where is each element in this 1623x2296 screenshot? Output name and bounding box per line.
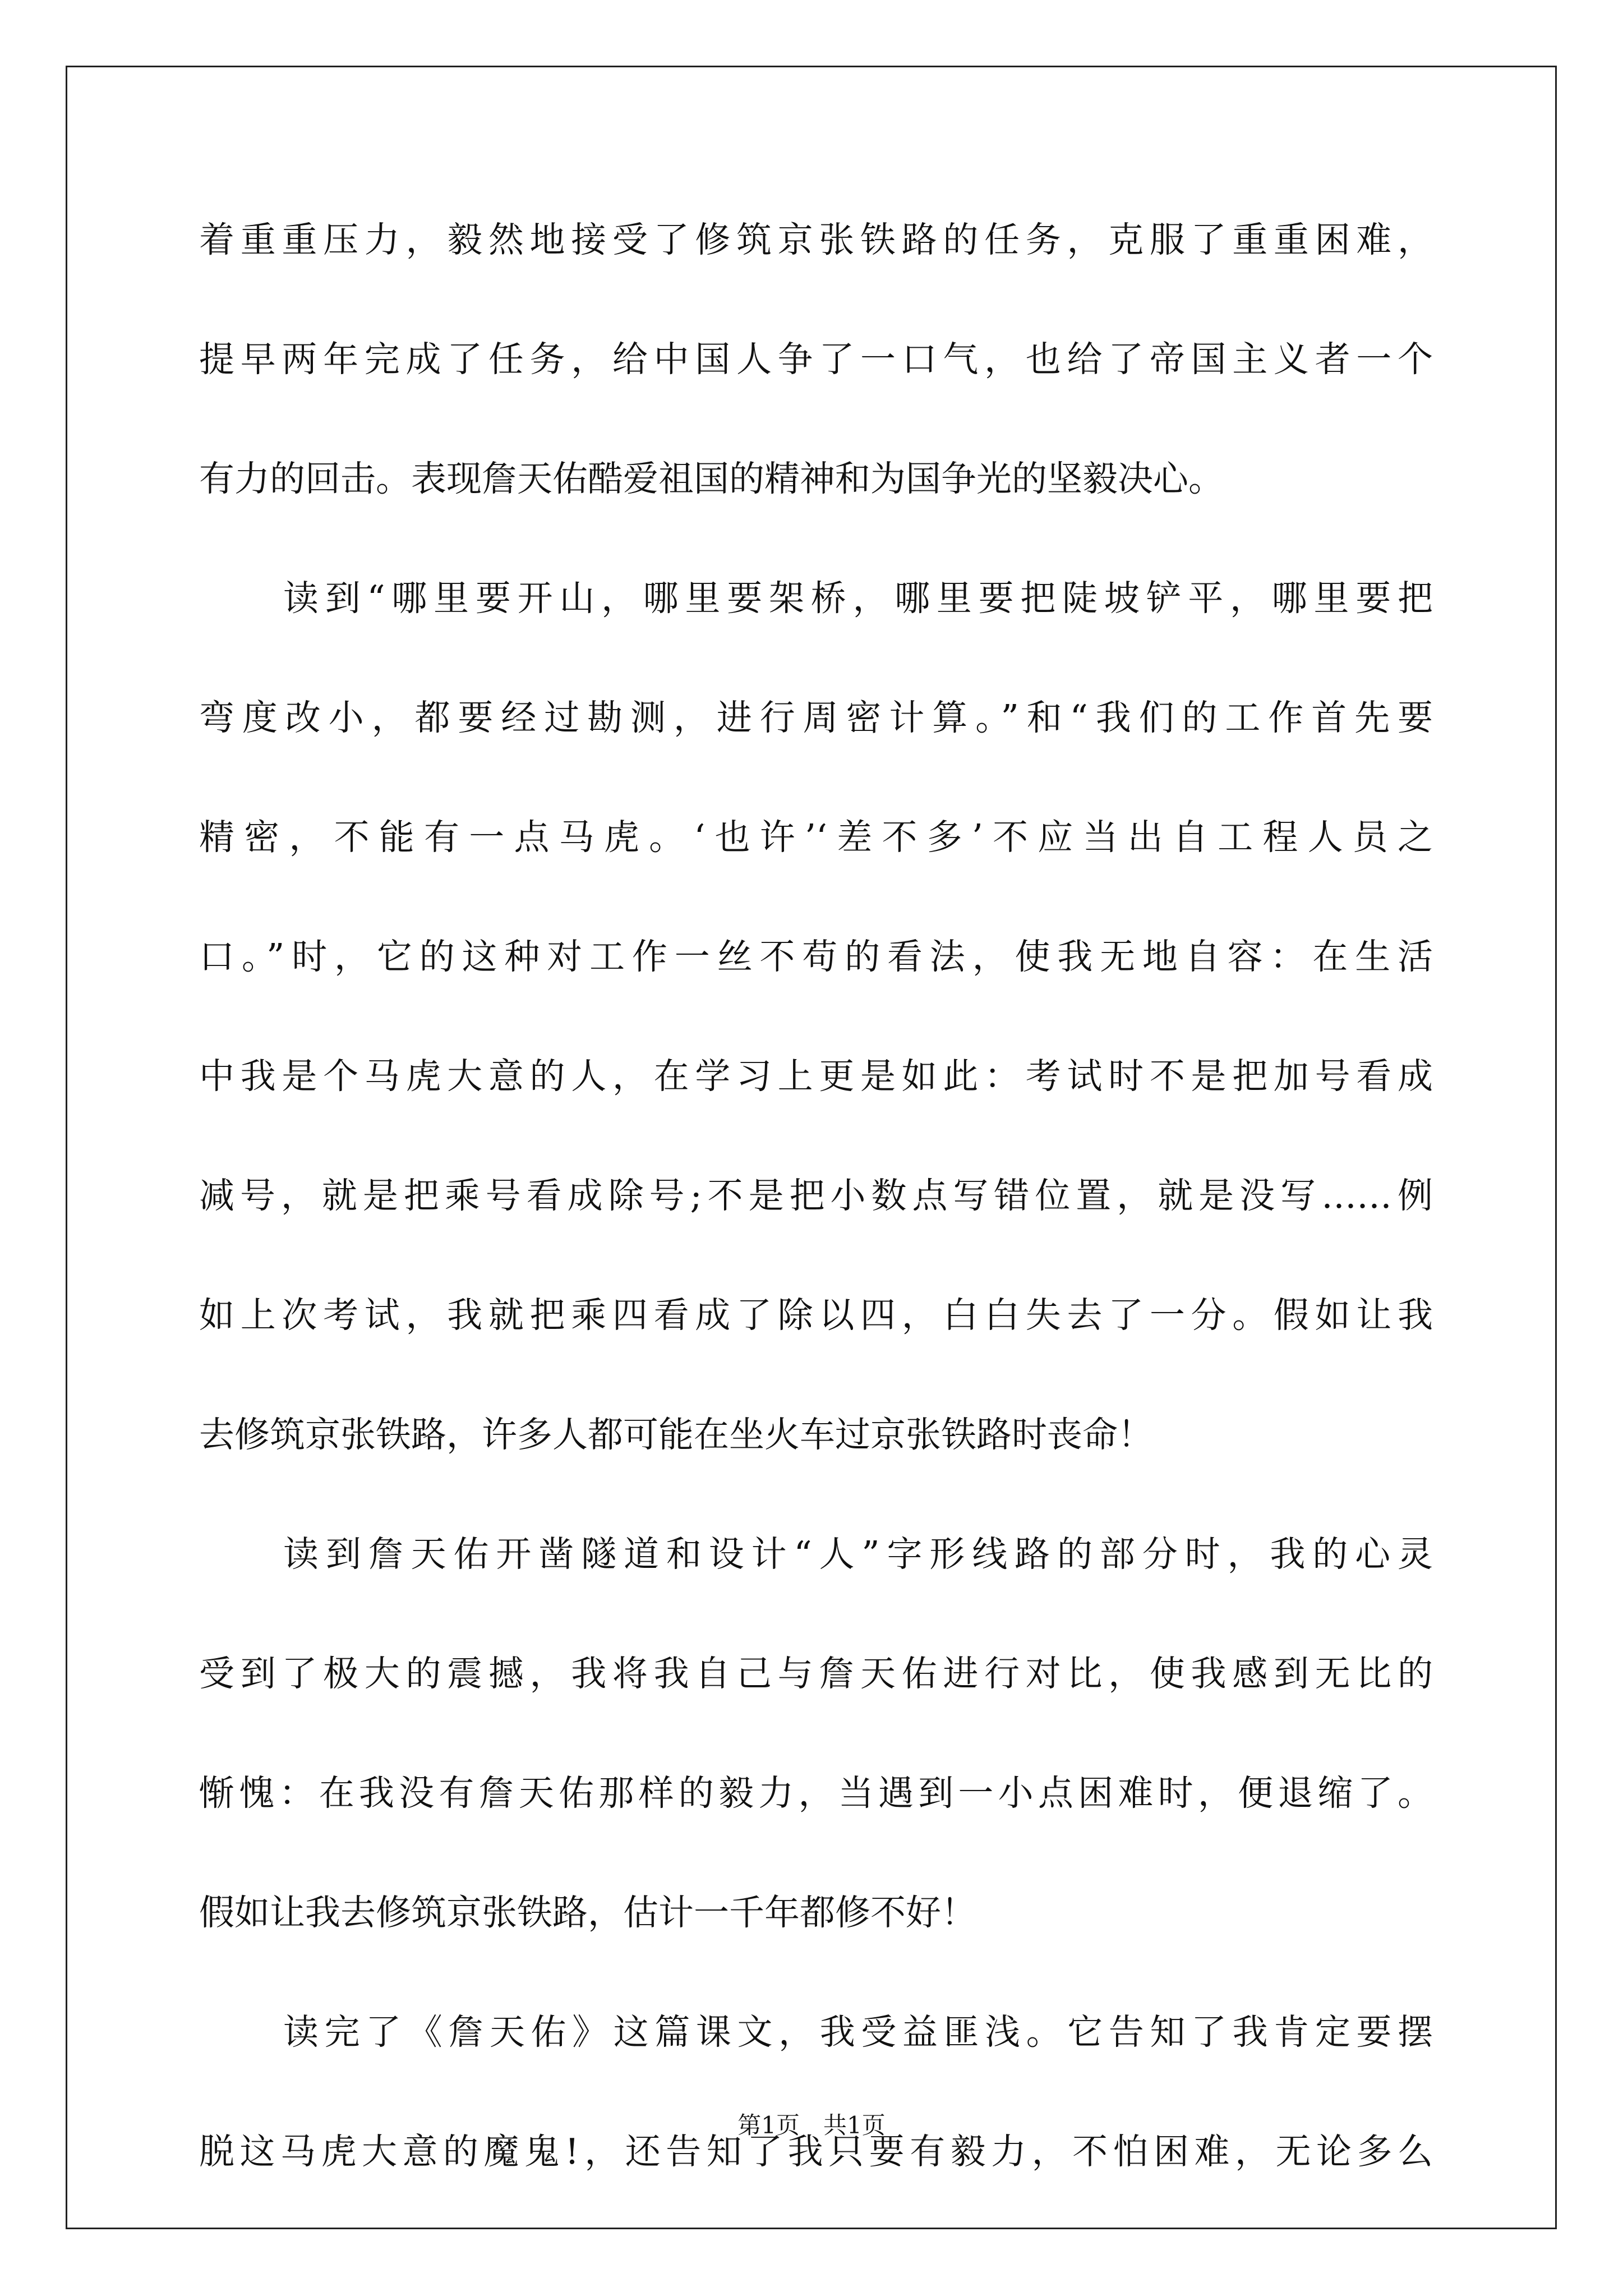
text-line: 口。”时，它的这种对工作一丝不苟的看法，使我无地自容：在生活 bbox=[199, 936, 1433, 977]
text-line: 提早两年完成了任务，给中国人争了一口气，也给了帝国主义者一个 bbox=[199, 339, 1433, 380]
text-line: 减号，就是把乘号看成除号;不是把小数点写错位置，就是没写……例 bbox=[199, 1175, 1433, 1216]
text-line: 有力的回击。表现詹天佑酷爱祖国的精神和为国争光的坚毅决心。 bbox=[199, 458, 1224, 499]
document-body bbox=[199, 219, 1433, 2250]
text-line: 中我是个马虎大意的人，在学习上更是如此：考试时不是把加号看成 bbox=[199, 1056, 1433, 1097]
paragraph-first-line: 读到詹天佑开凿隧道和设计“人”字形线路的部分时，我的心灵 bbox=[283, 1534, 1433, 1575]
text-line: 受到了极大的震撼，我将我自己与詹天佑进行对比，使我感到无比的 bbox=[199, 1653, 1433, 1694]
text-line: 惭愧：在我没有詹天佑那样的毅力，当遇到一小点困难时，便退缩了。 bbox=[199, 1773, 1433, 1814]
text-line: 弯度改小，都要经过勘测，进行周密计算。”和“我们的工作首先要 bbox=[199, 697, 1433, 738]
page-number-footer: 第1页 共1页 bbox=[737, 2111, 886, 2139]
text-line: 脱这马虎大意的魔鬼!，还告知了我只要有毅力，不怕困难，无论多么 bbox=[199, 2131, 1433, 2172]
text-line: 着重重压力，毅然地接受了修筑京张铁路的任务，克服了重重困难， bbox=[199, 219, 1433, 260]
text-line: 去修筑京张铁路，许多人都可能在坐火车过京张铁路时丧命！ bbox=[199, 1414, 1153, 1455]
paragraph-first-line: 读完了《詹天佑》这篇课文，我受益匪浅。它告知了我肯定要摆 bbox=[283, 2012, 1433, 2053]
text-line: 精密，不能有一点马虎。‘也许’‘差不多’不应当出自工程人员之 bbox=[199, 817, 1433, 858]
text-line: 假如让我去修筑京张铁路，估计一千年都修不好！ bbox=[199, 1892, 976, 1933]
paragraph-first-line: 读到“哪里要开山，哪里要架桥，哪里要把陡坡铲平，哪里要把 bbox=[283, 578, 1433, 619]
text-line: 如上次考试，我就把乘四看成了除以四，白白失去了一分。假如让我 bbox=[199, 1295, 1433, 1336]
